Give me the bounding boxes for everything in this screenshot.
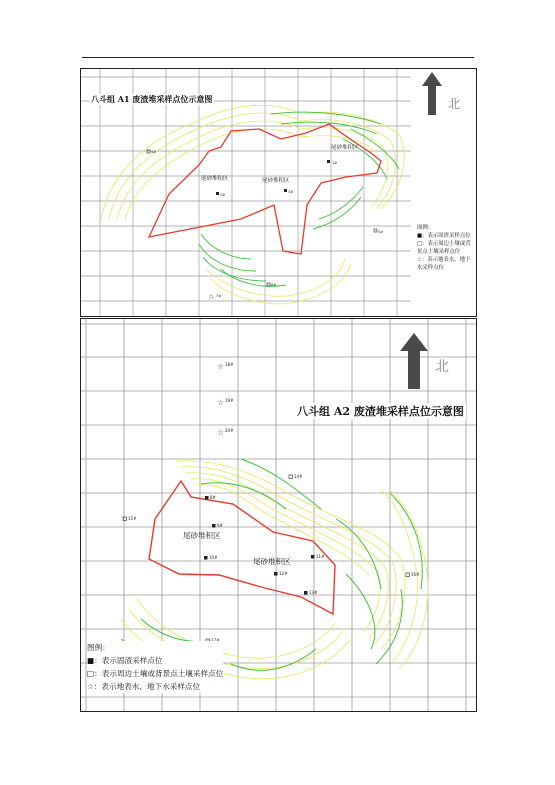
map-a2-point-label: 20# <box>225 428 234 433</box>
map-a1-panel <box>80 68 477 317</box>
map-a2-slag-point <box>205 496 209 500</box>
map-a2-zone-label: 尾砂堆积区 <box>253 557 291 566</box>
map-a1-legend <box>417 224 473 272</box>
map-a2-slag-point <box>212 524 216 528</box>
map-a2-slag-point <box>274 572 278 576</box>
map-a1-point-label: 7# <box>216 294 222 298</box>
map-a2-point-label: 14# <box>294 474 303 479</box>
map-a2-point-label: 12# <box>279 571 288 576</box>
map-a1-slag-point <box>284 189 287 192</box>
map-a2-legend <box>87 641 223 693</box>
map-a1-point-label: 2# <box>220 193 226 197</box>
map-a2-point-label: 9# <box>217 523 223 528</box>
map-a1-soil-point <box>374 229 377 232</box>
map-a2-slag-point <box>304 591 308 595</box>
map-a1-title: 八斗组 A1 废渣堆采样点位示意图 <box>91 94 213 104</box>
map-a1-legend-title: 图例： <box>417 225 434 231</box>
map-a1-legend-item-soil: □：表示周边土壤或背景点土壤采样点位 <box>417 241 471 255</box>
map-a2-zone-label: 尾砂堆积区 <box>183 531 221 540</box>
map-a1-north-label: 北 <box>448 97 461 111</box>
map-a2-point-label: 15# <box>128 516 137 521</box>
map-a2-soil-point <box>406 573 410 577</box>
map-a1-contours-yellow <box>101 105 404 303</box>
map-a2-point-label: 10# <box>209 555 218 560</box>
map-a2-water-point: ☆ <box>217 362 225 371</box>
map-a1-legend-item-water: ☆：表示地表水、地下水采样点位 <box>417 257 471 271</box>
map-a2-water-point: ☆ <box>217 428 225 437</box>
map-a1-north-arrow-icon <box>422 72 442 115</box>
map-a2-panel <box>80 318 477 712</box>
map-a1-point-label: 3# <box>288 190 294 194</box>
map-a2-legend-item-slag: ■：表示固渣采样点位 <box>87 656 163 665</box>
map-a2-point-label: 19# <box>225 398 234 403</box>
map-a1-point-label: 6# <box>271 283 277 287</box>
map-a1-slag-point <box>327 160 330 163</box>
map-a1-point-label: 5# <box>378 230 384 234</box>
map-a2-slag-point <box>311 555 315 559</box>
map-a2-water-point: ☆ <box>217 398 225 407</box>
map-a2-point-label: 8# <box>210 495 216 500</box>
map-a2-slag-point <box>204 556 208 560</box>
map-a1-contours-green <box>199 112 399 286</box>
map-a2-title: 八斗组 A2 废渣堆采样点位示意图 <box>297 405 464 418</box>
map-a1-legend-item-slag: ■：表示固渣采样点位 <box>417 233 471 239</box>
map-a1-zone-label: 尾砂堆积区 <box>201 176 229 182</box>
map-a2-north-arrow-icon <box>400 333 428 389</box>
map-a1-water-point: ☆ <box>208 293 215 301</box>
map-a2-soil-point <box>123 517 127 521</box>
map-a2-point-label: 13# <box>309 590 318 595</box>
map-a1-soil-point <box>267 283 270 286</box>
map-a2-legend-item-water: ☆：表示地表水、地下水采样点位 <box>87 682 201 691</box>
map-a1-point-label: 1# <box>332 161 338 165</box>
map-a1-zone-label: 尾砂堆积区 <box>331 145 359 151</box>
map-a2-point-label: 18# <box>225 362 234 367</box>
map-a2-north-label: 北 <box>435 359 449 375</box>
map-a2-soil-point <box>289 475 293 479</box>
map-a2-point-label: 16# <box>411 572 420 577</box>
map-a1-point-label: 4# <box>151 150 157 154</box>
map-a1-soil-point <box>147 150 150 153</box>
map-a1-slag-point <box>216 192 219 195</box>
header-rule <box>82 57 474 58</box>
map-a1-canvas <box>81 69 476 316</box>
map-a2-point-label: 11# <box>316 554 325 559</box>
map-a1-zone-label: 尾砂堆积区 <box>262 178 290 184</box>
map-a2-legend-item-soil: □：表示周边土壤或背景点土壤采样点位 <box>87 669 224 678</box>
map-a2-legend-title: 图例： <box>87 643 110 652</box>
